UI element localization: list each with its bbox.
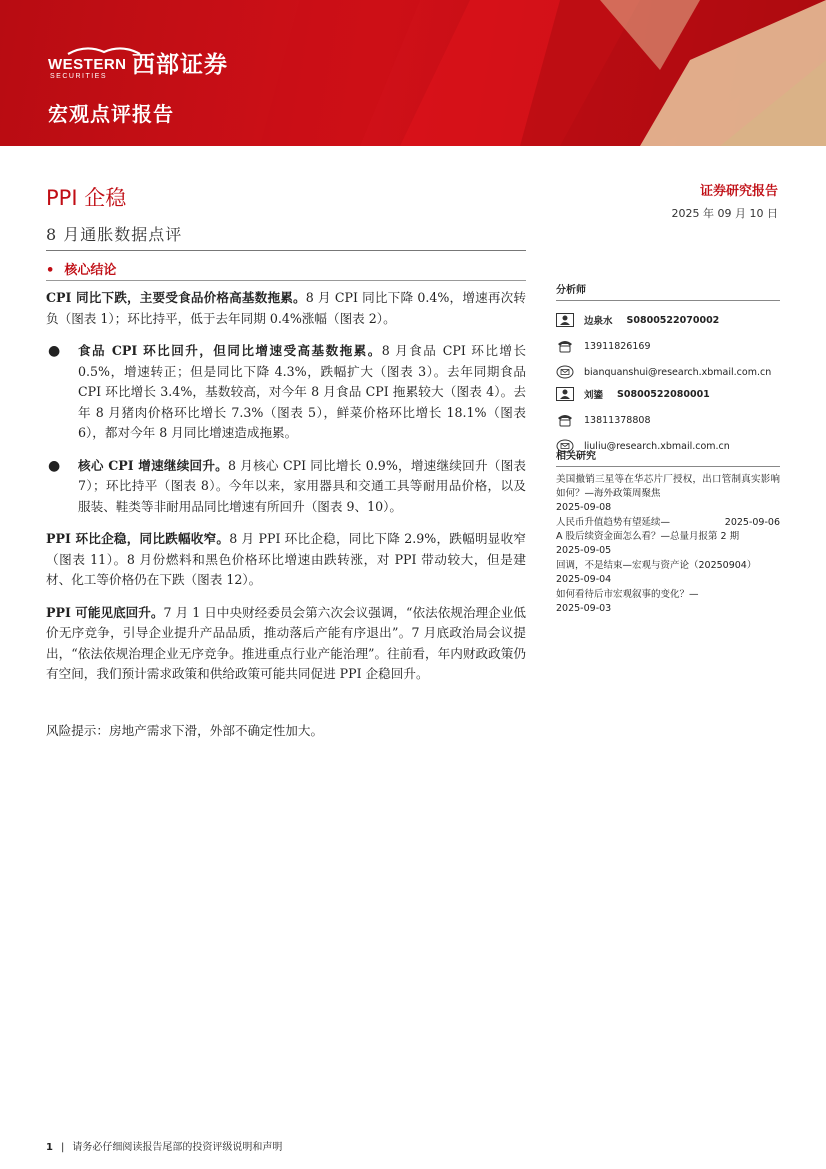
analyst-cert: S0800522080001 bbox=[617, 388, 710, 400]
core-heading-text: 核心结论 bbox=[64, 263, 117, 278]
paragraph-ppi bbox=[46, 529, 526, 591]
page-subtitle: 8 月通胀数据点评 bbox=[46, 225, 183, 244]
related-list bbox=[556, 473, 780, 616]
analyst-phone: 13811378808 bbox=[584, 414, 651, 426]
related-item-date: 2025-09-08 bbox=[556, 502, 612, 513]
paragraph-cpi-lead: CPI 同比下跌，主要受食品价格高基数拖累。 bbox=[46, 290, 306, 305]
related-item-date: 2025-09-05 bbox=[556, 545, 612, 556]
analyst-email[interactable]: liuliu@research.xbmail.com.cn bbox=[584, 440, 730, 452]
related-item-date: 2025-09-04 bbox=[556, 574, 612, 585]
analyst-name: 刘鎏 bbox=[584, 390, 604, 401]
analyst-phone-row bbox=[556, 409, 780, 431]
bullet-dot: ● bbox=[48, 457, 61, 474]
brand-logo bbox=[48, 46, 228, 79]
footer-separator: | bbox=[60, 1142, 65, 1153]
footer-notice: 请务必仔细阅读报告尾部的投资评级说明和声明 bbox=[72, 1142, 283, 1153]
logo-en: WESTERN bbox=[48, 55, 127, 73]
related-item-date: 2025-09-06 bbox=[724, 517, 780, 528]
bullet-core-text: 8 月核心 CPI 同比增长 0.9%，增速继续回升（图表 7）；环比持平（图表 8）。今年以来，家用器具和交通工具等耐用品价格，以及服装、鞋类等非耐用品同比增速有所回升（图表 9、10）。 bbox=[78, 457, 527, 514]
report-date: 2025 年 09 月 10 日 bbox=[671, 207, 778, 220]
related-item-title[interactable]: 人民币升值趋势有望延续— bbox=[556, 517, 671, 528]
bullet-food-lead: 食品 CPI 环比回升，但同比增速受高基数拖累。 bbox=[78, 343, 382, 358]
paragraph-cpi bbox=[46, 288, 526, 329]
logo-mark bbox=[48, 48, 128, 78]
core-divider bbox=[46, 280, 526, 281]
paragraph-ppi-outlook bbox=[46, 603, 526, 685]
analyst-name: 边泉水 bbox=[584, 316, 613, 327]
analyst-name-row bbox=[556, 383, 780, 405]
analyst-panel bbox=[556, 281, 780, 457]
report-type: 证券研究报告 bbox=[699, 184, 778, 199]
paragraph-ppi-text: 8 月 PPI 环比企稳，同比下降 2.9%，跌幅明显收窄（图表 11）。8 月份燃料和黑色价格环比增速由跌转涨，对 PPI 带动较大，但是建材、化工等价格仍在下跌（图表 12）。 bbox=[46, 531, 526, 587]
bullet-food-text: 8 月食品 CPI 环比增长 0.5%，增速转正；但是同比下降 4.3%，跌幅扩大（图表 3）。去年同期食品 CPI 环比增长 3.4%，基数较高，对今年 8 月食品 CPI 拖累较大（图表 4）。去年 8 月猪肉价格环比增长 7.3%（图表 5），鲜菜价格环比增长 18.1%（图表 6），都对今年 8 月同比增速造成拖累。 bbox=[78, 343, 527, 440]
bullet-dot: ● bbox=[48, 343, 61, 359]
person-icon bbox=[556, 387, 574, 401]
report-category: 宏观点评报告 bbox=[48, 102, 174, 126]
related-item[interactable] bbox=[556, 516, 780, 530]
email-icon bbox=[556, 365, 574, 379]
phone-icon bbox=[556, 339, 574, 353]
bullet-food-cpi bbox=[46, 341, 526, 444]
title-divider bbox=[46, 250, 526, 251]
logo-horn-icon bbox=[66, 46, 146, 56]
analyst-email[interactable]: bianquanshui@research.xbmail.com.cn bbox=[584, 366, 772, 378]
page-title: PPI 企稳 bbox=[46, 186, 127, 210]
analyst-cert: S0800522070002 bbox=[626, 314, 720, 326]
related-item-date: 2025-09-03 bbox=[556, 603, 612, 614]
paragraph-cpi-text: 8 月 CPI 同比下降 0.4%，增速再次转负（图表 1）；环比持平，低于去年同期 0.4%涨幅（图表 2）。 bbox=[46, 290, 526, 326]
related-item-title[interactable]: 如何看待后市宏观叙事的变化？— bbox=[556, 589, 699, 600]
analyst-phone: 13911826169 bbox=[584, 340, 651, 352]
main-body bbox=[46, 288, 526, 753]
analyst-name-row bbox=[556, 309, 780, 331]
risk-notice: 风险提示：房地产需求下滑，外部不确定性加大。 bbox=[46, 722, 324, 738]
related-item-title[interactable]: 美国撤销三星等在华芯片厂授权，出口管制真实影响如何？—海外政策周聚焦 bbox=[556, 474, 780, 499]
analyst-email-row bbox=[556, 361, 780, 383]
person-icon bbox=[556, 313, 574, 327]
related-heading: 相关研究 bbox=[556, 447, 780, 467]
bullet-core-cpi bbox=[46, 456, 526, 518]
paragraph-outlook-text: 7 月 1 日中央财经委员会第六次会议强调，“依法依规治理企业低价无序竞争，引导企业提升产品品质，推动落后产能有序退出”。7 月底政治局会议提出，“依法依规治理企业无序竞争。推进重点行业产能治理”。往前看，年内财政政策仍有空间，我们预计需求政策和供给政策可能共同促进 PPI 企稳回升。 bbox=[46, 604, 526, 681]
bullet-core-lead: 核心 CPI 增速继续回升。 bbox=[78, 457, 229, 473]
analyst-phone-row bbox=[556, 335, 780, 357]
logo-en-sub: SECURITIES bbox=[50, 72, 108, 80]
paragraph-outlook-lead: PPI 可能见底回升。 bbox=[46, 604, 164, 620]
related-research-panel bbox=[556, 447, 780, 617]
related-item-title[interactable]: 回调，不是结束—宏观与资产论（20250904） bbox=[556, 560, 757, 571]
core-section-heading bbox=[46, 259, 116, 278]
page-number: 1 bbox=[46, 1142, 53, 1153]
analyst-heading: 分析师 bbox=[556, 281, 780, 301]
logo-cn: 西部证券 bbox=[132, 52, 228, 78]
page-footer bbox=[46, 1138, 282, 1153]
paragraph-ppi-lead: PPI 环比企稳，同比跌幅收窄。 bbox=[46, 531, 230, 546]
related-item-title[interactable]: A 股后续资金面怎么看？—总量月报第 2 期 bbox=[556, 531, 740, 542]
header-banner bbox=[0, 0, 826, 146]
core-bullet: • bbox=[46, 263, 55, 278]
phone-icon bbox=[556, 413, 574, 427]
